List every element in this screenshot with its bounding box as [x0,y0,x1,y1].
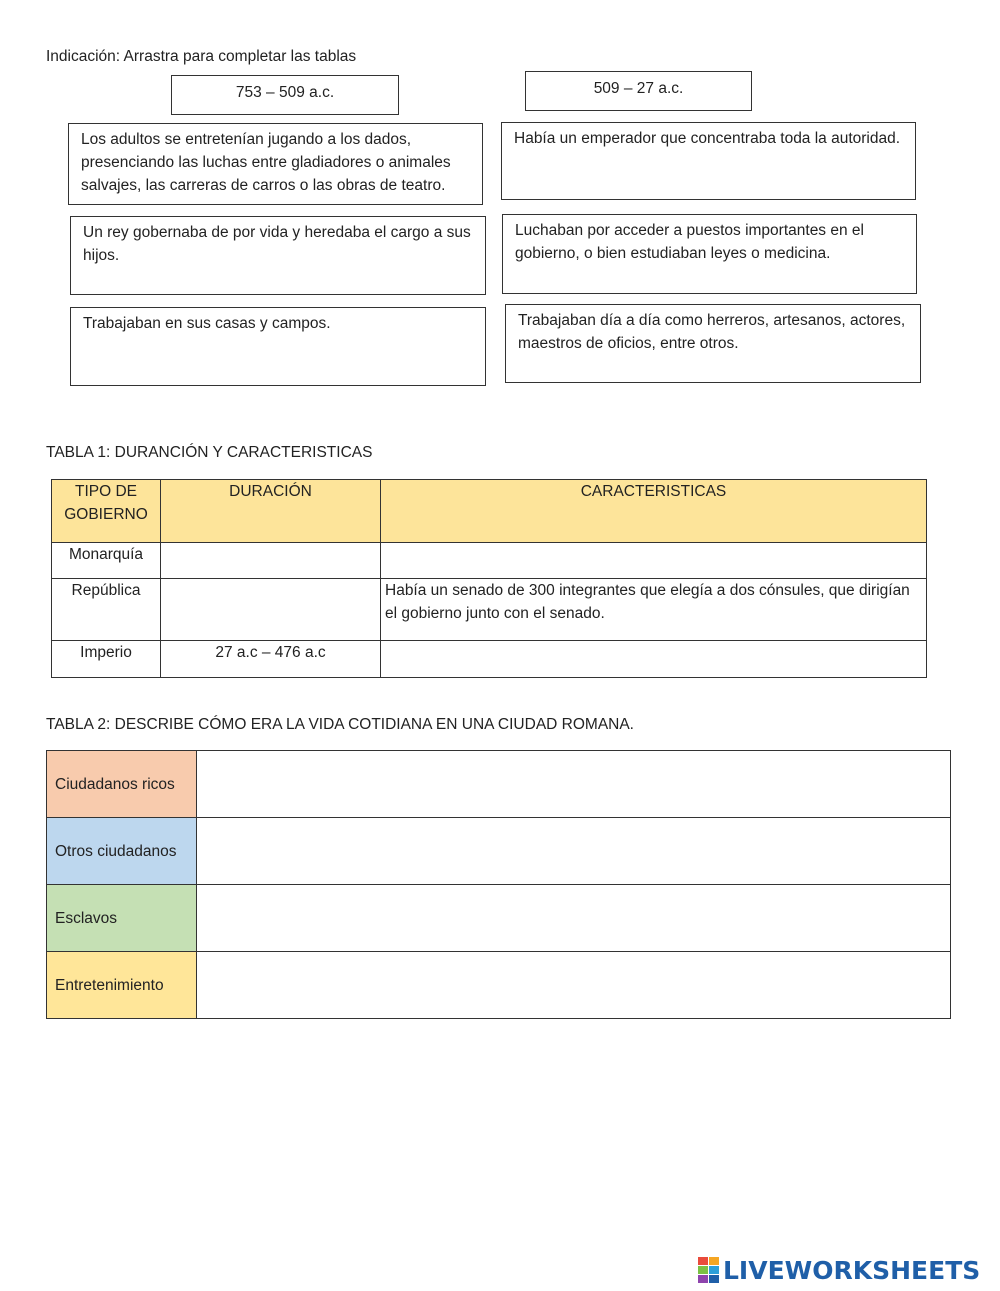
drag-item-monarchy-period[interactable]: 753 – 509 a.c. [171,75,399,115]
slaves-drop-cell[interactable] [197,885,951,952]
drag-item-rich-citizens[interactable]: Luchaban por acceder a puestos importantes en el gobierno, o bien estudiaban leyes o medicina. [502,214,917,294]
table-row [47,885,951,952]
table1-caption: TABLA 1: DURANCIÓN Y CARACTERISTICAS [46,444,373,461]
daily-life-table [46,750,951,1019]
table-row [52,641,927,678]
drag-item-king[interactable]: Un rey gobernaba de por vida y heredaba el cargo a sus hijos. [70,216,486,295]
drag-item-entertainment[interactable]: Los adultos se entretenían jugando a los dados, presenciando las luchas entre gladiadores o animales salvajes, las carreras de carros o las obras de teatro. [68,123,483,205]
header-characteristics: CARACTERISTICAS [381,480,927,543]
government-table [51,479,927,678]
drag-item-other-citizens[interactable]: Trabajaban día a día como herreros, artesanos, actores, maestros de oficios, entre otros. [505,304,921,383]
header-government-type: TIPO DE GOBIERNO [52,480,161,543]
government-type-cell: Monarquía [52,543,161,579]
table-row [52,543,927,579]
duration-cell: 27 a.c – 476 a.c [161,641,381,678]
entertainment-label: Entretenimiento [47,952,197,1019]
logo-text: LIVEWORKSHEETS [723,1255,981,1285]
drag-item-emperor[interactable]: Había un emperador que concentraba toda la autoridad. [501,122,916,200]
characteristics-drop-cell[interactable] [381,641,927,678]
table-header-row [52,480,927,543]
government-type-cell: Imperio [52,641,161,678]
table-row [47,818,951,885]
table-row [47,952,951,1019]
government-type-cell: República [52,579,161,641]
other-citizens-label: Otros ciudadanos [47,818,197,885]
characteristics-cell: Había un senado de 300 integrantes que elegía a dos cónsules, que dirigían el gobierno junto con el senado. [381,579,927,641]
table-row [47,751,951,818]
duration-drop-cell[interactable] [161,543,381,579]
liveworksheets-logo [698,1255,980,1285]
entertainment-drop-cell[interactable] [197,952,951,1019]
drag-item-slaves[interactable]: Trabajaban en sus casas y campos. [70,307,486,386]
drag-item-empire-period[interactable]: 509 – 27 a.c. [525,71,752,111]
slaves-label: Esclavos [47,885,197,952]
rich-citizens-drop-cell[interactable] [197,751,951,818]
logo-mark-icon [698,1257,719,1283]
table2-caption: TABLA 2: DESCRIBE CÓMO ERA LA VIDA COTIDIANA EN UNA CIUDAD ROMANA. [46,716,634,733]
characteristics-drop-cell[interactable] [381,543,927,579]
table-row [52,579,927,641]
duration-drop-cell[interactable] [161,579,381,641]
other-citizens-drop-cell[interactable] [197,818,951,885]
instruction-text: Indicación: Arrastra para completar las tablas [46,48,357,65]
header-duration: DURACIÓN [161,480,381,543]
rich-citizens-label: Ciudadanos ricos [47,751,197,818]
